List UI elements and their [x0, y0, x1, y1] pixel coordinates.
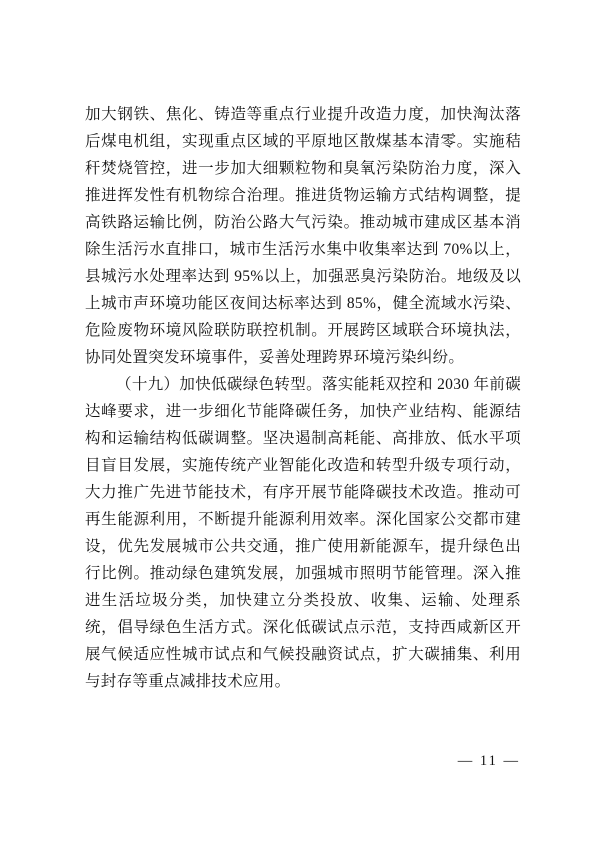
document-body: [85, 101, 521, 695]
section-19-heading: （十九）加快低碳绿色转型。: [116, 376, 322, 393]
page-footer: [458, 752, 520, 770]
paragraph-pollution-control: 加大钢铁、焦化、铸造等重点行业提升改造力度，加快淘汰落后煤电机组，实现重点区域的平原地区散煤基本清零。实施秸秆焚烧管控，进一步加大细颗粒物和臭氧污染防治力度，深入推进挥发性有机物综合治理。推进货物运输方式结构调整，提高铁路运输比例，防治公路大气污染。推动城市建成区基本消除生活污水直排口，城市生活污水集中收集率达到 70%以上，县城污水处理率达到 95%以上，加强恶臭污染防治。地级及以上城市声环境功能区夜间达标率达到 85%，健全流域水污染、危险废物环境风险联防联控机制。开展跨区域联合环境执法，协同处置突发环境事件，妥善处理跨界环境污染纠纷。: [85, 106, 521, 366]
section-19-body: 落实能耗双控和 2030 年前碳达峰要求，进一步细化节能降碳任务，加快产业结构、能源结构和运输结构低碳调整。坚决遏制高耗能、高排放、低水平项目盲目发展，实施传统产业智能化改造和转型升级专项行动，大力推广先进节能技术，有序开展节能降碳技术改造。推动可再生能源利用，不断提升能源利用效率。深化国家公交都市建设，优先发展城市公共交通，推广使用新能源车，提升绿色出行比例。推动绿色建筑发展，加强城市照明节能管理。深入推进生活垃圾分类，加快建立分类投放、收集、运输、处理系统，倡导绿色生活方式。深化低碳试点示范，支持西咸新区开展气候适应性城市试点和气候投融资试点，扩大碳捕集、利用与封存等重点减排技术应用。: [85, 376, 521, 690]
paragraph-low-carbon-transition: [85, 371, 521, 695]
page-number: — 11 —: [457, 753, 520, 769]
